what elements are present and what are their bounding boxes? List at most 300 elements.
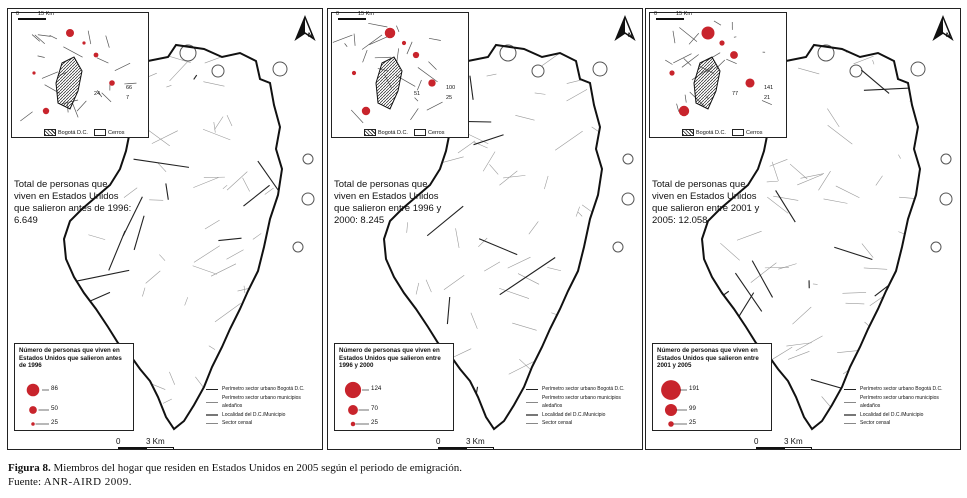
sector-line [416, 283, 419, 294]
sector-line [265, 188, 274, 194]
sector-line [403, 143, 411, 153]
sector-line [915, 261, 923, 269]
figure-label: Figura 8. [8, 462, 51, 474]
legend-dot [668, 421, 674, 427]
sector-line [555, 350, 570, 359]
municipality-outline [622, 193, 634, 205]
legend-value: 191 [689, 385, 700, 392]
legend-dot [29, 406, 37, 414]
total-text: Total de personas que viven en Estados Unidos que salieron entre 1996 y 2000: 8.245 [334, 179, 442, 226]
reference-row [526, 419, 642, 428]
locality-line [218, 238, 241, 240]
sector-line [907, 53, 921, 54]
sector-line [499, 171, 517, 185]
inset-bogota-area [56, 57, 82, 109]
line-swatch [206, 423, 218, 424]
sector-line [489, 164, 498, 174]
inset-legend-cerros [732, 129, 763, 136]
scale-bar-fill [118, 447, 146, 450]
municipality-outline [273, 62, 287, 76]
legend-value: 50 [51, 405, 58, 412]
municipality-outline [623, 154, 633, 164]
sector-line [711, 292, 722, 304]
svg-text:N: N [946, 33, 951, 39]
sector-line [244, 286, 245, 293]
sector-line [873, 60, 874, 64]
inset-boundary [42, 72, 58, 79]
map-panel-2 [327, 8, 643, 450]
inset-boundary [428, 62, 436, 70]
inset-boundary [354, 34, 355, 46]
sector-line [263, 278, 269, 296]
sector-line [265, 244, 277, 246]
legend-title: Número de personas que viven en Estados Unidos que salieron entre 1996 y 2000 [339, 347, 441, 369]
sector-line [790, 164, 807, 179]
inset-boundary [20, 112, 32, 121]
inset-scale-zero: 0 [654, 11, 658, 17]
legend-cerros-label: Cerros [745, 129, 763, 136]
inset-dot [43, 108, 49, 114]
municipality-outline [613, 242, 623, 252]
scale-label: 3 Km [466, 437, 485, 446]
inset-value-label: 141 [764, 85, 774, 91]
line-swatch [206, 414, 218, 416]
legend-bogota-label: Bogotá D.C. [58, 129, 88, 136]
inset-map [11, 12, 149, 138]
inset-scale-label: 15 Km [676, 11, 692, 17]
reference-row [206, 419, 322, 428]
legend-value: 86 [51, 385, 58, 392]
map-panel-1 [7, 8, 323, 450]
scale-bar-empty [146, 447, 174, 450]
sector-line [577, 374, 603, 386]
line-swatch [844, 402, 856, 403]
inset-legend-bogota [44, 129, 88, 136]
line-swatch [526, 389, 538, 390]
inset-boundary [679, 28, 697, 42]
inset-boundary [345, 43, 348, 46]
inset-boundary [397, 48, 399, 62]
sector-line [226, 250, 243, 259]
source-label: Fuente: [8, 476, 44, 488]
inset-boundary [714, 21, 721, 25]
inset-dot [82, 41, 85, 44]
source-name: ANR-AIRD 2009. [43, 476, 133, 488]
sector-line [214, 117, 223, 130]
sector-line [899, 197, 926, 199]
figure-caption [8, 461, 462, 489]
inset-boundary [684, 58, 691, 65]
sector-line [209, 346, 215, 350]
inset-boundary [427, 102, 443, 110]
inset-value-label: 7 [126, 95, 130, 101]
inset-map [331, 12, 469, 138]
locality-line [243, 185, 269, 206]
legend-dot [348, 405, 358, 415]
reference-label: Perímetro sector urbano municipios aledaños [541, 394, 621, 409]
sector-line [517, 415, 521, 431]
sector-line [484, 262, 500, 271]
inset-boundary [396, 26, 399, 32]
municipality-outline [293, 242, 303, 252]
locality-line [109, 231, 125, 271]
inset-boundary [415, 98, 418, 101]
inset-dot [669, 70, 674, 75]
sector-line [862, 244, 873, 258]
locality-line [474, 135, 504, 145]
inset-boundary [102, 93, 111, 102]
sector-line [737, 231, 762, 240]
sector-line [788, 351, 809, 359]
sector-line [898, 232, 917, 239]
reference-row [844, 419, 960, 428]
inset-boundary [673, 54, 691, 63]
line-swatch [526, 414, 538, 416]
locality-line [367, 302, 399, 328]
sector-line [720, 243, 739, 260]
sector-line [205, 220, 220, 229]
sector-line [437, 157, 464, 164]
inset-boundary [106, 36, 110, 48]
sector-line [778, 264, 796, 270]
sector-line [215, 303, 241, 322]
dot-size-legend [652, 343, 772, 431]
inset-boundary [762, 100, 772, 104]
total-text: Total de personas que viven en Estados Unidos que salieron antes de 1996: 6.649 [14, 179, 132, 226]
sector-line [223, 185, 227, 189]
sector-line [854, 56, 874, 64]
line-swatch [206, 402, 218, 403]
sector-line [918, 291, 925, 304]
inset-boundary [124, 83, 136, 84]
inset-boundary [351, 110, 363, 123]
inset-boundary [363, 50, 368, 62]
reference-label: Perímetro sector urbano Bogotá D.C. [542, 386, 625, 392]
reference-row [526, 385, 642, 394]
sector-line [170, 61, 188, 81]
inset-legend-cerros [94, 129, 125, 136]
sector-line [542, 348, 570, 361]
reference-label: Localidad del D.C./Municipio [542, 411, 606, 418]
locality-line [166, 183, 168, 199]
sector-line [247, 365, 252, 371]
inset-legend-bogota [682, 129, 726, 136]
reference-label: Sector censal [542, 420, 573, 426]
legend-value: 99 [689, 405, 696, 412]
reference-label: Perímetro sector urbano municipios aledaños [859, 394, 939, 409]
sector-line [508, 257, 531, 268]
sector-line [281, 123, 296, 138]
sector-line [828, 125, 853, 144]
north-arrow-icon [294, 15, 316, 41]
inset-canvas [12, 13, 148, 137]
reference-legend [844, 385, 960, 428]
cerros-swatch [414, 129, 426, 136]
inset-boundary [38, 35, 51, 37]
legend-value: 25 [371, 419, 378, 426]
sector-line [214, 122, 215, 133]
sector-line [923, 278, 925, 287]
sector-line [286, 85, 307, 96]
inset-boundary [689, 33, 699, 44]
sector-line [503, 175, 525, 178]
sector-line [243, 178, 250, 192]
scale-zero: 0 [116, 437, 121, 446]
inset-dot [413, 52, 419, 58]
sector-line [159, 255, 165, 261]
sector-line [205, 52, 235, 63]
inset-value-label: 66 [126, 85, 133, 91]
sector-line [792, 307, 811, 324]
sector-line [551, 338, 553, 350]
reference-row [844, 394, 960, 411]
sector-line [268, 360, 283, 368]
reference-label: Localidad del D.C./Municipio [222, 411, 286, 418]
sector-line [163, 399, 172, 403]
sector-line [576, 207, 580, 217]
scale-bar-empty [466, 447, 494, 450]
sector-line [512, 323, 536, 330]
line-swatch [844, 389, 856, 390]
inset-boundary [368, 23, 387, 27]
sector-line [555, 131, 582, 150]
legend-bogota-label: Bogotá D.C. [378, 129, 408, 136]
sector-line [234, 349, 240, 356]
sector-line [567, 89, 588, 101]
locality-line [701, 291, 729, 311]
sector-line [227, 115, 232, 126]
svg-text:N: N [628, 33, 633, 39]
sector-line [411, 318, 412, 331]
sector-line [818, 171, 830, 190]
inset-bogota-area [376, 57, 402, 109]
sector-line [529, 221, 538, 234]
locality-line [194, 75, 197, 79]
municipality-outline [850, 65, 862, 77]
inset-boundary [35, 35, 45, 44]
locality-line [479, 239, 517, 255]
inset-boundary [407, 42, 412, 54]
sector-line [185, 297, 188, 305]
sector-line [898, 155, 900, 159]
locality-line [423, 135, 435, 162]
sector-line [444, 275, 464, 289]
legend-dot [351, 422, 356, 427]
legend-title: Número de personas que viven en Estados Unidos que salieron antes de 1996 [19, 347, 122, 369]
inset-dot [385, 28, 396, 39]
inset-legend [682, 129, 762, 136]
sector-line [146, 381, 166, 389]
sector-line [846, 303, 865, 304]
inset-boundary [417, 80, 421, 90]
inset-boundary [682, 55, 699, 68]
cerros-swatch [94, 129, 106, 136]
inset-dot [109, 80, 115, 86]
inset-boundary [726, 59, 736, 64]
inset-boundary [88, 31, 91, 44]
sector-line [193, 266, 217, 274]
sector-line [146, 271, 161, 283]
hatch-swatch [682, 129, 694, 136]
inset-legend [44, 129, 124, 136]
line-swatch [526, 402, 538, 403]
municipality-outline [931, 242, 941, 252]
locality-line [864, 88, 919, 91]
sector-line [547, 267, 561, 270]
scale-bar-fill [438, 447, 466, 450]
legend-value: 25 [689, 419, 696, 426]
sector-line [471, 313, 477, 329]
inset-boundary [50, 35, 57, 39]
scale-zero: 0 [436, 437, 441, 446]
municipality-outline [940, 193, 952, 205]
legend-dot [31, 422, 35, 426]
legend-value: 25 [51, 419, 58, 426]
inset-scale-label: 15 Km [358, 11, 374, 17]
sector-line [169, 372, 174, 385]
inset-scale-bar [656, 18, 684, 20]
sector-line [499, 288, 529, 298]
locality-line [735, 273, 761, 311]
inset-value-label: 21 [764, 95, 771, 101]
inset-scale-bar [338, 18, 366, 20]
sector-line [483, 152, 495, 172]
locality-line [65, 292, 109, 311]
sector-line [827, 109, 839, 127]
inset-boundary [77, 101, 86, 111]
inset-value-label: 51 [414, 91, 421, 97]
sector-line [152, 131, 178, 144]
inset-legend [364, 129, 444, 136]
sector-line [211, 264, 236, 276]
inset-dot [428, 79, 435, 86]
legend-value: 70 [371, 405, 378, 412]
municipality-outline [303, 154, 313, 164]
reference-row [844, 411, 960, 420]
inset-scale-bar [18, 18, 46, 20]
sector-line [598, 96, 614, 110]
scale-zero: 0 [754, 437, 759, 446]
inset-canvas [650, 13, 786, 137]
sector-line [193, 177, 218, 187]
inset-map [649, 12, 787, 138]
sector-line [254, 326, 282, 331]
line-swatch [844, 423, 856, 424]
inset-value-label: 77 [732, 91, 739, 97]
sector-line [544, 176, 548, 189]
inset-value-label: 24 [94, 91, 101, 97]
reference-row [206, 385, 322, 394]
inset-dot [94, 53, 99, 58]
sector-line [686, 320, 708, 337]
sector-line [281, 233, 292, 240]
dot-size-legend [14, 343, 134, 431]
line-swatch [844, 414, 856, 416]
sector-line [578, 212, 582, 216]
inset-bogota-area [694, 57, 720, 109]
sector-line [701, 258, 704, 276]
map-panel-3 [645, 8, 961, 450]
inset-dot [702, 27, 715, 40]
figure-text: Miembros del hogar que residen en Estados Unidos en 2005 según el periodo de emigración. [50, 462, 462, 474]
sector-line [194, 246, 220, 263]
locality-line [470, 76, 473, 100]
legend-cerros-label: Cerros [107, 129, 125, 136]
municipality-outline [302, 193, 314, 205]
reference-label: Perímetro sector urbano Bogotá D.C. [860, 386, 943, 392]
hatch-swatch [364, 129, 376, 136]
sector-line [842, 292, 866, 293]
legend-dot [27, 384, 40, 397]
sector-line [771, 347, 792, 360]
cerros-swatch [732, 129, 744, 136]
inset-boundary [673, 31, 675, 43]
inset-dot [745, 78, 754, 87]
sector-line [74, 139, 102, 143]
inset-boundary [38, 56, 45, 58]
reference-legend [206, 385, 322, 428]
sector-line [456, 228, 460, 248]
north-arrow-icon [932, 15, 954, 41]
inset-legend-bogota [364, 129, 408, 136]
inset-scale-zero: 0 [336, 11, 340, 17]
sector-line [919, 347, 923, 356]
scale-label: 3 Km [784, 437, 803, 446]
sector-line [796, 336, 823, 351]
inset-value-label: 25 [446, 95, 453, 101]
locality-line [776, 190, 796, 222]
locality-line [77, 270, 129, 281]
sector-line [765, 267, 789, 268]
sector-line [88, 235, 105, 240]
inset-boundary [333, 35, 352, 42]
locality-line [447, 297, 449, 324]
inset-boundary [115, 63, 130, 71]
sector-line [836, 186, 860, 198]
sector-line [458, 141, 475, 153]
reference-row [844, 385, 960, 394]
sector-line [203, 82, 224, 86]
reference-label: Sector censal [222, 420, 253, 426]
inset-dot [362, 107, 370, 115]
sector-line [918, 370, 925, 384]
inset-value-label: 100 [446, 85, 456, 91]
svg-text:N: N [308, 33, 313, 39]
inset-boundary [665, 60, 672, 64]
sector-line [487, 74, 497, 76]
sector-line [142, 288, 145, 297]
inset-scale-label: 15 Km [38, 11, 54, 17]
sector-line [426, 280, 431, 292]
inset-boundary [97, 58, 109, 63]
legend-dot [661, 380, 681, 400]
sector-line [203, 129, 230, 140]
scale-bar-fill [756, 447, 784, 450]
inset-boundary [63, 47, 82, 57]
sector-line [798, 68, 819, 74]
inset-boundary [429, 38, 441, 40]
sector-line [705, 303, 722, 308]
inset-dot [679, 106, 689, 116]
sector-line [92, 331, 110, 338]
inset-dot [352, 71, 356, 75]
inset-dot [32, 71, 35, 74]
inset-boundary [410, 108, 418, 119]
north-arrow-icon [614, 15, 636, 41]
sector-line [166, 85, 171, 87]
reference-legend [526, 385, 642, 428]
sector-line [535, 93, 546, 94]
